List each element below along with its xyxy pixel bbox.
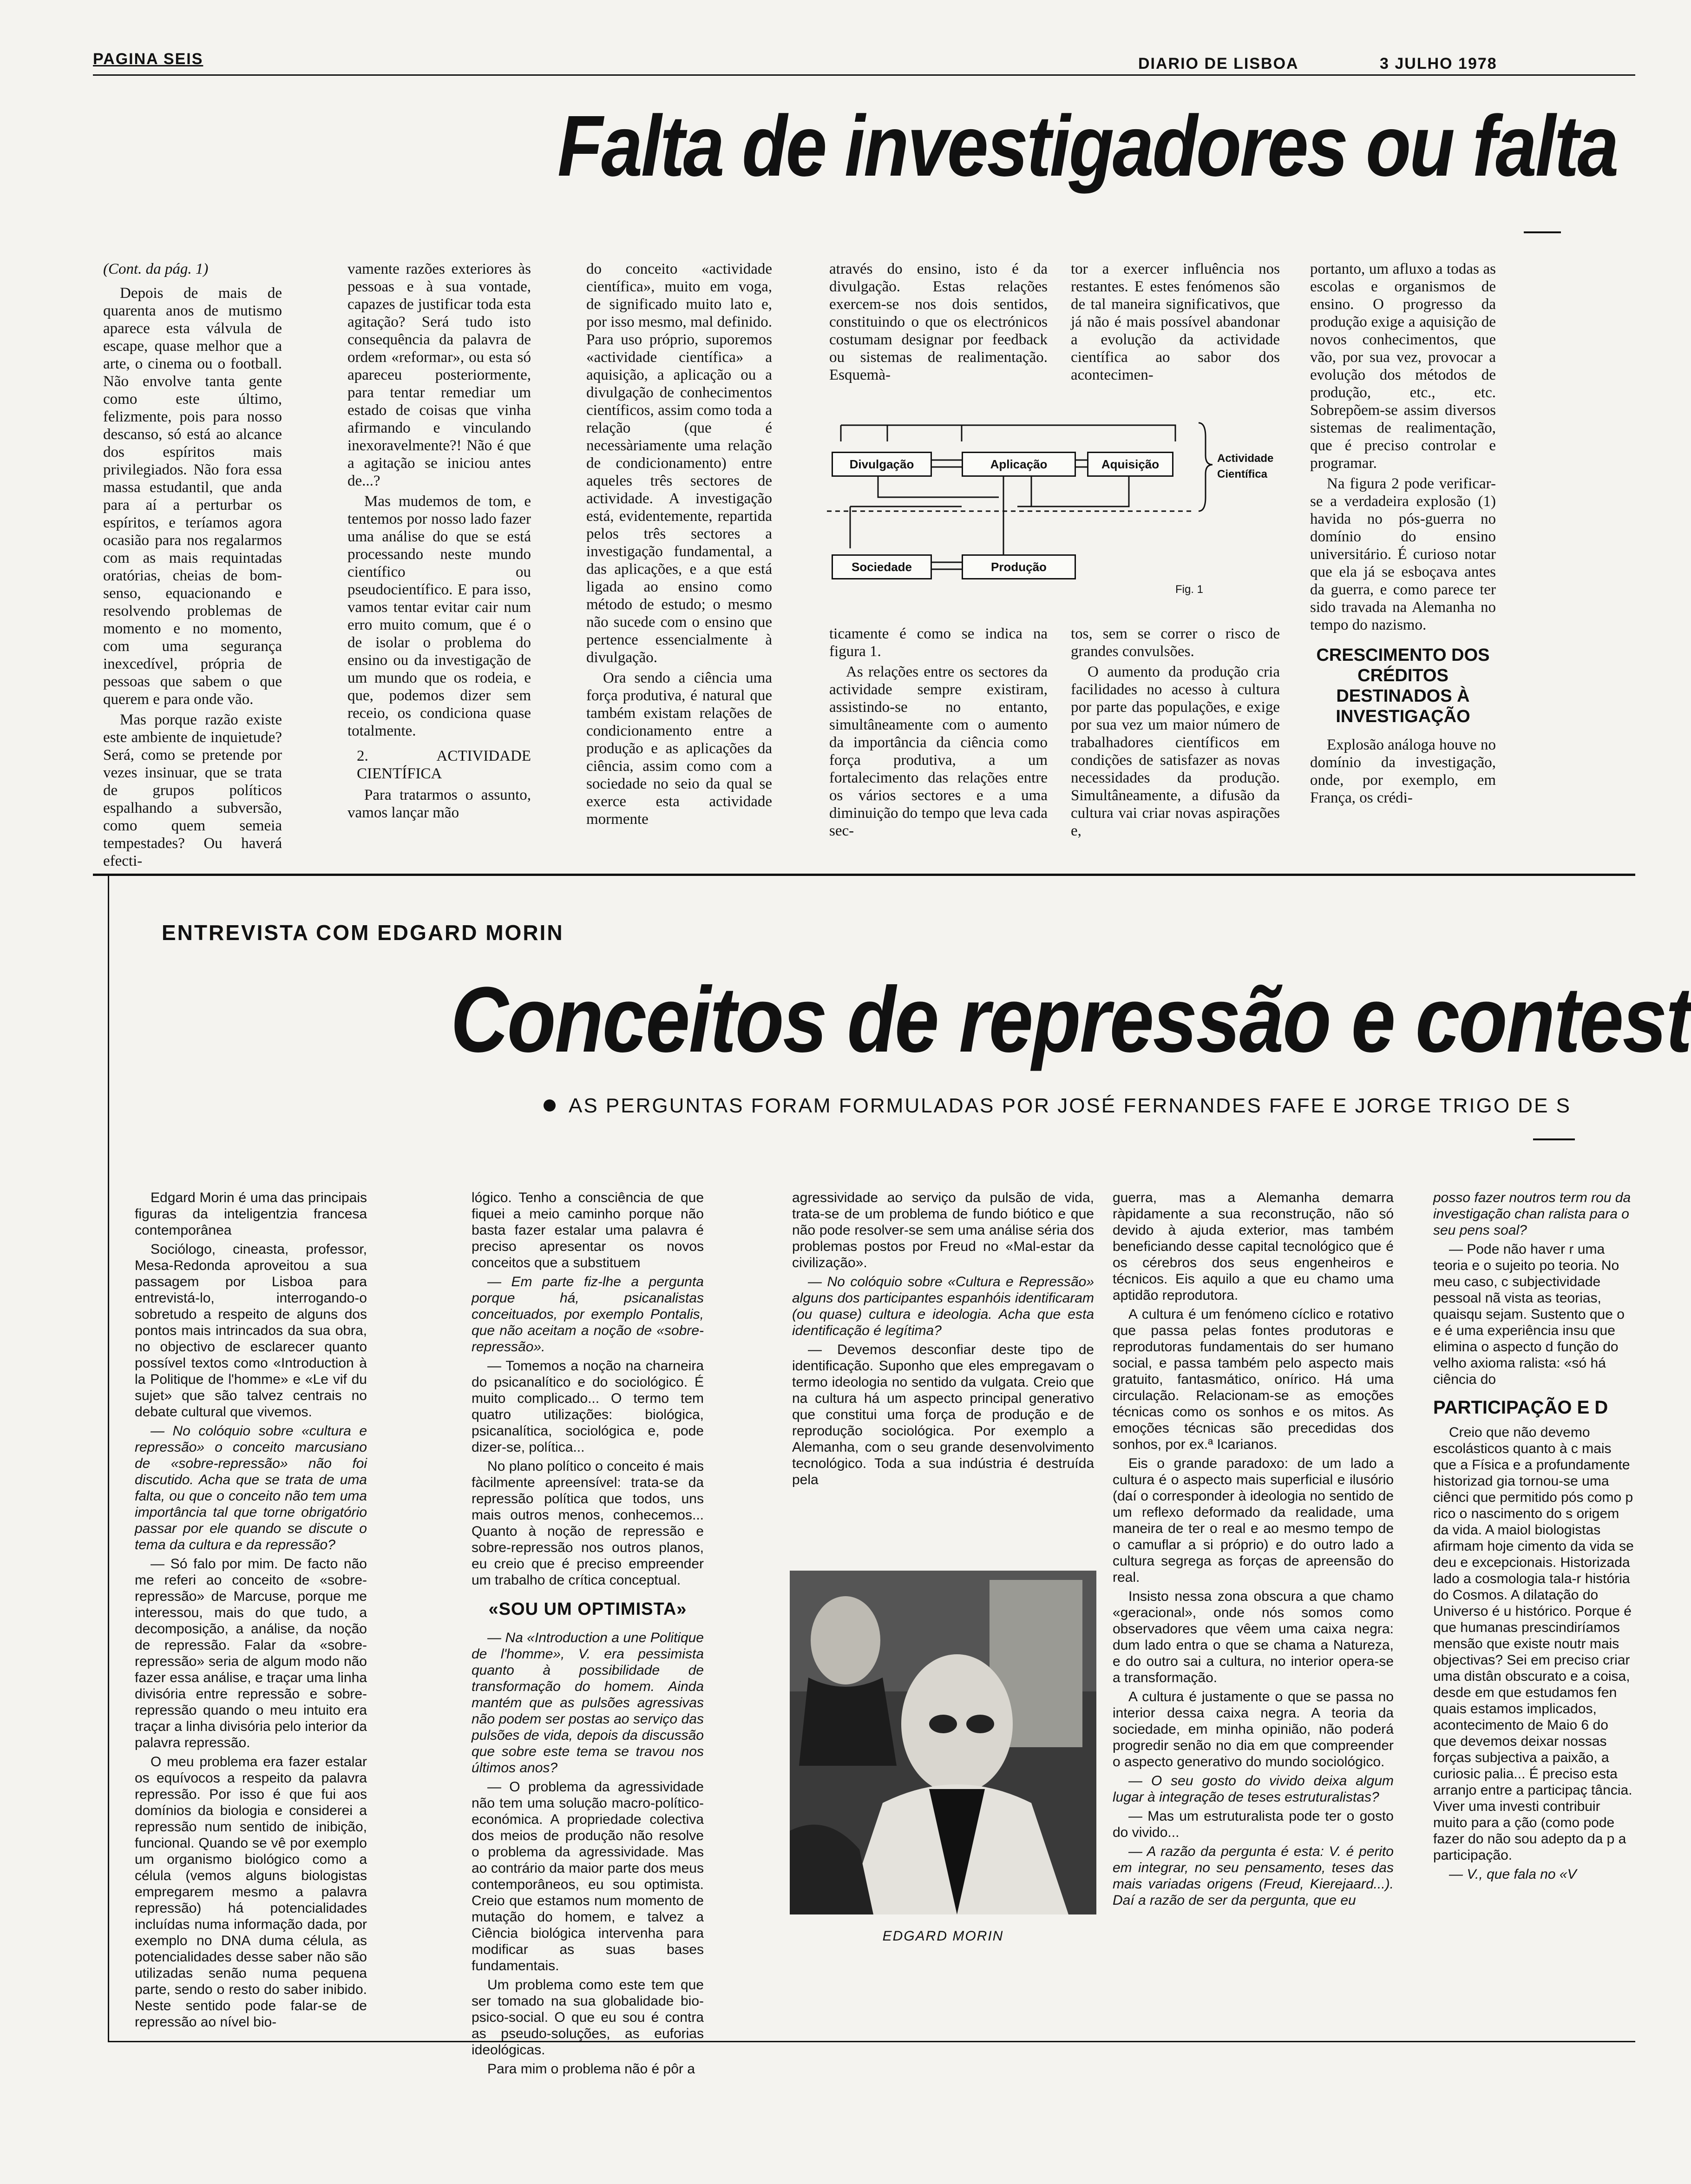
figure-1-diagram [822, 414, 1291, 599]
paragraph: No plano político o conceito é mais fàcilmente apreensível: trata-se da repressão política que todos, uns mais outros menos, conhecemos... Quanto à noção de repressão e sobre-repressão nos outros planos, eu creio que é preciso empreender um trabalho de crítica conceptual. [472, 1459, 704, 1588]
page-label: PAGINA SEIS [93, 50, 203, 68]
question: — Na «Introduction a une Politique de l'homme», V. era pessimista quanto à possibilidade de transformação do homem. Ainda mantém que as pulsões agressivas não podem ser postas ao serviço das pulsões de vida, depois da discussão que sobre este tema se travou nos últimos anos? [472, 1630, 704, 1776]
paragraph: agressividade ao serviço da pulsão de vida, trata-se de um problema de fundo biótico e que não pode resolver-se sem uma análise séria dos problemas postos por Freud no «Mal-estar da civilização». [792, 1190, 1094, 1270]
byline [544, 1094, 1635, 1118]
paragraph: vamente razões exteriores às pessoas e à sua vontade, capazes de justificar toda esta agitação? Será tudo isto consequência da palavra de ordem «reformar», ou esta só apareceu posteriormente, para tentar remediar um estado de coisas que vinha afirmando e vinculando inexoravelmente?! Não é que a agitação se iniciou antes de...? [347, 261, 531, 489]
figure-label: Fig. 1 [1175, 583, 1204, 596]
paragraph: Mas porque razão existe este ambiente de inquietude? Será, como se pretende por vezes insinuar, que se trata de grupos políticos espalhando a subversão, como quem semeia tempestades? Ou haverá efecti- [103, 711, 282, 869]
article-frame-bottom [108, 2041, 1635, 2042]
header-rule [93, 74, 1635, 76]
subheading-optimista: «SOU UM OPTIMISTA» [488, 1599, 687, 1619]
article1-column-3 [586, 260, 772, 860]
paragraph: As relações entre os sectores da actividade sempre existiram, assistindo-se no entanto, simultâneamente com o aumento da importância da ciência como força produtiva, a um fortalecimento das relações entre os vários sectores e a uma diminuição do tempo que leva cada sec- [829, 664, 1048, 839]
headline-conceitos: Conceitos de repressão e contest [451, 968, 1691, 1072]
paragraph: Depois de mais de quarenta anos de mutismo aparece esta válvula de escape, quase melhor que a arte, o cinema ou o football. Não envolve tanta gente como este último, felizmente, pois para nosso descanso, só está ao alcance dos espíritos mais privilegiados. Não fora essa massa estudantil, que anda para aí a perturbar os espíritos, e teríamos agora ocasião para nos regalarmos com as mais requintadas oratórias, cheias de bom-senso, equacionando e resolvendo problemas de momento e no momento, com uma segurança inexcedível, própria de pessoas que sabem o que querem e para onde vão. [103, 285, 282, 708]
bullet-icon [544, 1099, 556, 1112]
question: — V., que fala no «V [1449, 1867, 1577, 1882]
interview-kicker: ENTREVISTA COM EDGARD MORIN [162, 921, 564, 945]
paragraph: Para mim o problema não é pôr a [487, 2061, 695, 2077]
article2-column-5 [1433, 1190, 1635, 2026]
photo-caption: EDGARD MORIN [882, 1928, 1004, 1944]
section-divider [93, 874, 1635, 876]
article2-column-4 [1113, 1190, 1394, 2026]
paragraph: Eis o grande paradoxo: de um lado a cultura é o aspecto mais superficial e ilusório (daí o corresponder à ideologia no sentido de um reflexo deformado da realidade, uma maneira de ter o real e ao mesmo tempo de o camuflar a si próprio) e do outro lado a cultura segrega as forças de apreensão do real. [1113, 1456, 1394, 1585]
paragraph: O meu problema era fazer estalar os equívocos a respeito da palavra repressão. Por isso é que fui aos domínios da biologia e considerei a repressão num sentido de inibição, funcional. Quando se vê por exemplo um organismo biológico como a célula (vemos alguns biologistas empregarem mesmo a palavra repressão) há potencialidades incluídas numa informação dada, por exemplo no DNA duma célula, as potencialidades desse saber não são utilizadas senão numa pequena parte, sendo o resto do saber inibido. Neste sentido pode falar-se de repressão ao nível bio- [135, 1754, 367, 2030]
question: — Em parte fiz-lhe a pergunta porque há, psicanalistas conceituados, por exemplo Pontalis, que não aceitam a noção de «sobre-repressão». [472, 1274, 704, 1355]
paragraph: do conceito «actividade científica», muito em voga, de significado muito lato e, por isso mesmo, mal definido. Para uso próprio, suporemos «actividade científica» a aquisição, a aplicação ou a divulgação de conhecimentos científicos, assim como toda a relação (que é necessàriamente uma relação de condicionamento) entre aqueles três sectores de actividade. A investigação está, evidentemente, repartida pelos três sectores a investigação fundamental, a das aplicações, e a que está ligada ao ensino como método de estudo; o mesmo não sucede com o ensino que pertence essencialmente à divulgação. [586, 261, 772, 666]
paragraph: guerra, mas a Alemanha demarra ràpidamente a sua reconstrução, não só devido à ajuda exterior, mas também beneficiando desse capital tecnológico que é os cérebros dos seus engenheiros e técnicos. Eis aquilo a que eu chamo uma aptidão reprodutora. [1113, 1190, 1394, 1303]
box-aquisicao: Aquisição [1087, 452, 1173, 477]
headline-investigadores: Falta de investigadores ou falta [557, 98, 1618, 194]
continuation-note: (Cont. da pág. 1) [103, 261, 209, 277]
paragraph: portanto, um afluxo a todas as escolas e organismos de ensino. O progresso da produção exige a aquisição de novos conhecimentos, que vão, por sua vez, provocar a evolução dos métodos de produção, etc., etc. Sobrepõem-se assim diversos sistemas de realimentação, que é preciso controlar e programar. [1310, 261, 1496, 472]
question: — O seu gosto do vivido deixa algum lugar à integração de teses estruturalistas? [1113, 1773, 1394, 1805]
paragraph: A cultura é um fenómeno cíclico e rotativo que passa pelas fontes produtoras e reprodutoras fundamentais do ser humano social, e passa também pelo aspecto mais gratuito, fantasmático, onírico. Há uma circulação. Relacionam-se as emoções técnicas como os sonhos e os mitos. As emoções técnicas são precedidas dos sonhos, por ex.ª Icarianos. [1113, 1307, 1394, 1452]
paragraph: Um problema como este tem que ser tomado na sua globalidade bio-psico-social. O que eu sou é contra as pseudo-soluções, as euforias ideológicas. [472, 1977, 704, 2058]
portrait-illustration [790, 1571, 1096, 1914]
byline-text: AS PERGUNTAS FORAM FORMULADAS POR JOSÉ FERNANDES FAFE E JORGE TRIGO DE S [569, 1094, 1571, 1117]
box-producao: Produção [962, 554, 1076, 579]
paragraph: tor a exercer influência nos restantes. E estes fenómenos são de tal maneira significativos, que já não é mais possível abandonar a evolução da actividade científica ao sabor dos acontecimen- [1071, 261, 1280, 383]
box-aplicacao: Aplicação [962, 452, 1076, 477]
article2-column-2 [472, 1190, 704, 2077]
portrait-photo [790, 1571, 1096, 1914]
question: — No colóquio sobre «Cultura e Repressão» alguns dos participantes espanhóis identificaram (ou quase) cultura e ideologia. Acha que esta identificação é legítima? [792, 1274, 1094, 1338]
article1-column-6 [1310, 260, 1496, 860]
paragraph: — Tomemos a noção na charneira do psicanalítico e do sociológico. É muito complicado... O termo tem quatro utilizações: biológica, psicanalítica, sociológica e, pode dizer-se, política... [472, 1358, 704, 1455]
paragraph: Ora sendo a ciência uma força produtiva, é natural que também existam relações de condicionamento entre a produção e as aplicações da ciência, assim como com a sociedade no seio da qual se exerce esta actividade mormente [586, 670, 772, 828]
article1-column-5-top [1071, 260, 1280, 404]
subheading-creditos: CRESCIMENTO DOS CRÉDITOS DESTINADOS À INVESTIGAÇÃO [1316, 645, 1490, 726]
paragraph: Creio que não devemo escolásticos quanto à c mais que a Física e a profundamente historizad gia tornou-se uma ciênci que permitido pós como p rico o nascimento do s origem da vida. A maiol biologistas afirmam hoje cimento da vida se deu e excepcionais. Historizada lado a cosmologia tala-r história do Cosmos. A dilatação do Universo é u histórico. Porque é que humanas prescindiríamos mensão que existe noutr mais objectivas? Sei em preciso criar uma distân obscurato e a coisa, desde em que estudamos fen quais estamos implicados, acontecimento de Maio 6 do que devemos deixar nossas forças subjectiva a paixão, a curiosic palia... É preciso esta arranjo entre a participaç tância. Viver uma investi contribuir muito para a ção (como pode fazer do não sou adepto da p a participação. [1433, 1425, 1634, 1863]
article1-column-2 [347, 260, 531, 860]
paragraph: tos, sem se correr o risco de grandes convulsões. [1071, 625, 1280, 660]
paragraph: — Só falo por mim. De facto não me referi ao conceito de «sobre-repressão» de Marcuse, porque me interessou, mais do que tudo, a decomposição, a análise, da noção de repressão. Falar da «sobre-repressão» seria de algum modo não fazer essa análise, e traçar uma linha divisória entre repressão e sobre-repressão quando o meu intuito era traçar a linha divisória pelo interior da palavra repressão. [135, 1556, 367, 1750]
question: — No colóquio sobre «cultura e repressão» o conceito marcusiano de «sobre-repressão» não foi discutido. Acha que se trata de uma falta, ou que o conceito não tem uma importância tal que torne obrigatório passar por ele quando se discute o tema da cultura e da repressão? [135, 1423, 367, 1552]
paragraph: — Pode não haver r uma teoria e o sujeito po teoria. No meu caso, c subjectividade pessoal nã vista as teorias, quaisqu sejam. Sustento que o e é uma experiência insu que elimina o aspecto d função do velho axioma ralista: «só há ciência do [1433, 1242, 1625, 1387]
headline-underline [1524, 231, 1561, 233]
paragraph: — O problema da agressividade não tem uma solução macro-político-económica. A propriedade colectiva dos meios de produção não resolve o problema da agressividade. Mas ao contrário da maior parte dos meus contemporâneos, eu sou optimista. Creio que estamos num momento de mutação do homem, e talvez a Ciência biológica intervenha para modificar as suas bases fundamentais. [472, 1779, 704, 1973]
paragraph: Edgard Morin é uma das principais figuras da inteligentzia francesa contemporânea [135, 1190, 367, 1238]
paragraph: — Mas um estruturalista pode ter o gosto do vivido... [1113, 1809, 1394, 1840]
question: posso fazer noutros term rou da investigação chan ralista para o seu pens soal? [1433, 1190, 1631, 1238]
byline-underline [1533, 1138, 1575, 1140]
article1-column-4-bottom [829, 625, 1048, 857]
subheading-participacao: PARTICIPAÇÃO E D [1433, 1397, 1608, 1418]
issue-date: 3 JULHO 1978 [1380, 55, 1497, 72]
article-frame-left [108, 876, 109, 2042]
paragraph: Sociólogo, cineasta, professor, Mesa-Redonda aproveitou a sua passagem por Lisboa para entrevistá-lo, interrogando-o sobretudo a respeito de alguns dos pontos mais intrincados da sua obra, no objectivo de esclarecer quanto possível textos como «Introduction à la Politique de l'homme» e «Le vif du sujet» que são talvez centrais no debate cultural que vivemos. [135, 1242, 367, 1420]
article1-column-5-bottom [1071, 625, 1280, 857]
paragraph: O aumento da produção cria facilidades no acesso à cultura por parte das populações, e exige por sua vez um maior número de trabalhadores científicos em condições de satisfazer as novas necessidades da produção. Simultâneamente, a difusão da cultura vai criar novas aspirações e, [1071, 664, 1280, 839]
article1-column-4-top [829, 260, 1048, 404]
paragraph: — Devemos desconfiar deste tipo de identificação. Suponho que eles empregavam o termo ideologia no sentido da vulgata. Creio que na cultura há um aspecto principal generativo que constitui uma força de produção e de reprodução sociológica. Por exemplo a Alemanha, com o seu grande desenvolvimento tecnológico. Toda a sua indústria é destruída pela [792, 1342, 1094, 1487]
section-heading: 2. ACTIVIDADE CIENTÍFICA [357, 748, 531, 782]
bracket-label: Actividade Científica [1217, 452, 1274, 480]
article2-column-3 [792, 1190, 1094, 1547]
paragraph: Insisto nessa zona obscura a que chamo «geracional», onde nós somos como observadores que vêem uma caixa negra: dum lado entra o que se chama a Natureza, e do outro sai a cultura, no interior opera-se a transformação. [1113, 1589, 1394, 1685]
newspaper-name: DIARIO DE LISBOA [1138, 55, 1299, 72]
box-sociedade: Sociedade [832, 554, 932, 579]
box-divulgacao: Divulgação [832, 452, 932, 477]
paragraph: A cultura é justamente o que se passa no interior dessa caixa negra. A teoria da sociedade, em minha opinião, não poderá progredir senão no dia em que compreender o aspecto generativo do mundo sociológico. [1113, 1689, 1394, 1770]
question: — A razão da pergunta é esta: V. é perito em integrar, no seu pensamento, teses das mais variadas origens (Freud, Kierejaard...). Daí a razão de ser da pergunta, que eu [1113, 1844, 1394, 1908]
paragraph: Para tratarmos o assunto, vamos lançar mão [347, 787, 531, 821]
paragraph: através do ensino, isto é da divulgação. Estas relações exercem-se nos dois sentidos, constituindo o que os electrónicos costumam designar por feedback ou sistemas de realimentação. Esquemà- [829, 261, 1048, 383]
paragraph: Na figura 2 pode verificar-se a verdadeira explosão (1) havida no pós-guerra no domínio do ensino universitário. É curioso notar que ela já se esboçava antes da guerra, e como parece ter sido travada na Alemanha no tempo do nazismo. [1310, 475, 1496, 633]
article1-column-1 [103, 260, 282, 869]
paragraph: Mas mudemos de tom, e tentemos por nosso lado fazer uma análise do que se está processando neste mundo científico ou pseudocientífico. E para isso, vamos tentar evitar cair num erro muito comum, que é o de isolar o problema do ensino ou da investigação de um mundo que os rodeia, e que, podemos dizer sem receio, os condiciona quase totalmente. [347, 493, 531, 739]
paragraph: ticamente é como se indica na figura 1. [829, 625, 1048, 660]
paragraph: Explosão análoga houve no domínio da investigação, onde, por exemplo, em França, os crédi- [1310, 737, 1496, 806]
article2-column-1 [135, 1190, 367, 2030]
paragraph: lógico. Tenho a consciência de que fiquei a meio caminho porque não basta fazer estalar uma palavra é preciso apresentar os novos conceitos que a substituem [472, 1190, 704, 1270]
